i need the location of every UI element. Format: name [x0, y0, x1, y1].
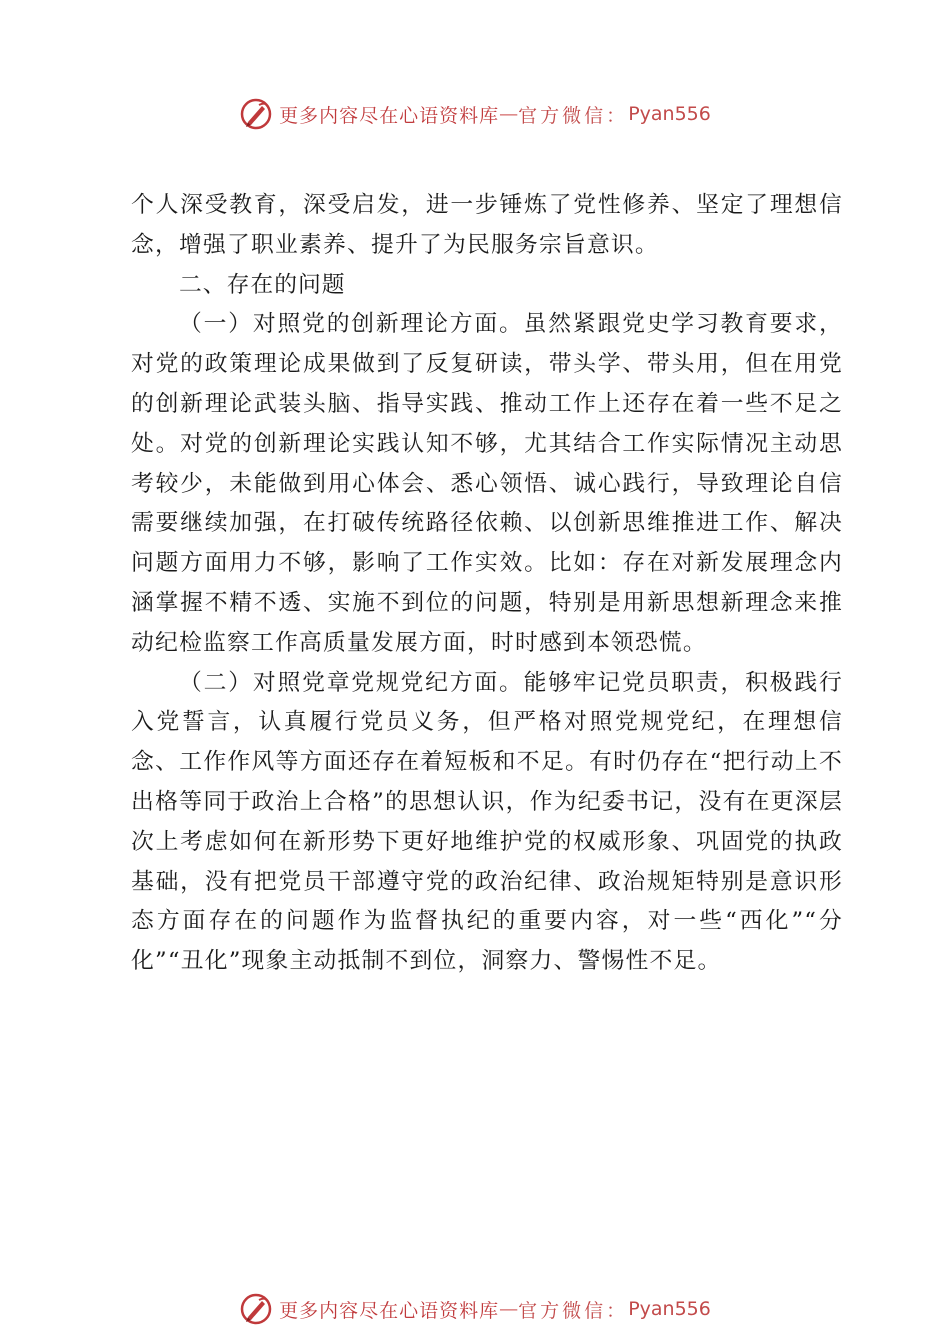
section-heading: 二、存在的问题: [179, 271, 346, 298]
watermark-separator: —: [499, 103, 519, 125]
watermark-text: 更多内容尽在心语资料库: [279, 104, 500, 127]
watermark-wechat-id: Pyan556: [628, 1298, 711, 1320]
document-body: [131, 186, 843, 982]
watermark-separator: —: [499, 1298, 519, 1320]
paragraph-continued: 个人深受教育，深受启发，进一步锤炼了党性修养、坚定了理想信念，增强了职业素养、提升了为民服务宗旨意识。: [131, 192, 843, 258]
watermark-banner-bottom: [0, 1289, 950, 1329]
pen-logo-icon: [239, 1292, 273, 1326]
paragraph-1: （一）对照党的创新理论方面。虽然紧跟党史学习教育要求，对党的政策理论成果做到了反复研读，带头学、带头用，但在用党的创新理论武装头脑、指导实践、推动工作上还存在着一些不足之处。对党的创新理论实践认知不够，尤其结合工作实际情况主动思考较少，未能做到用心体会、悉心领悟、诚心践行，导致理论自信需要继续加强，在打破传统路径依赖、以创新思维推进工作、解决问题方面用力不够，影响了工作实效。比如：存在对新发展理念内涵掌握不精不透、实施不到位的问题，特别是用新思想新理念来推动纪检监察工作高质量发展方面，时时感到本领恐慌。: [131, 311, 843, 656]
watermark-wechat-id: Pyan556: [628, 103, 711, 125]
watermark-text: 更多内容尽在心语资料库: [279, 1299, 500, 1322]
watermark-wechat-label: 官方微信：: [518, 104, 629, 127]
paragraph-2: （二）对照党章党规党纪方面。能够牢记党员职责，积极践行入党誓言，认真履行党员义务，但严格对照党规党纪，在理想信念、工作作风等方面还存在着短板和不足。有时仍存在“把行动上不出格等同于政治上合格”的思想认识，作为纪委书记，没有在更深层次上考虑如何在新形势下更好地维护党的权威形象、巩固党的执政基础，没有把党员干部遵守党的政治纪律、政治规矩特别是意识形态方面存在的问题作为监督执纪的重要内容，对一些“西化”“分化”“丑化”现象主动抵制不到位，洞察力、警惕性不足。: [131, 669, 843, 975]
pen-logo-icon: [239, 97, 273, 131]
watermark-wechat-label: 官方微信：: [518, 1299, 629, 1322]
watermark-banner-top: [0, 94, 950, 134]
